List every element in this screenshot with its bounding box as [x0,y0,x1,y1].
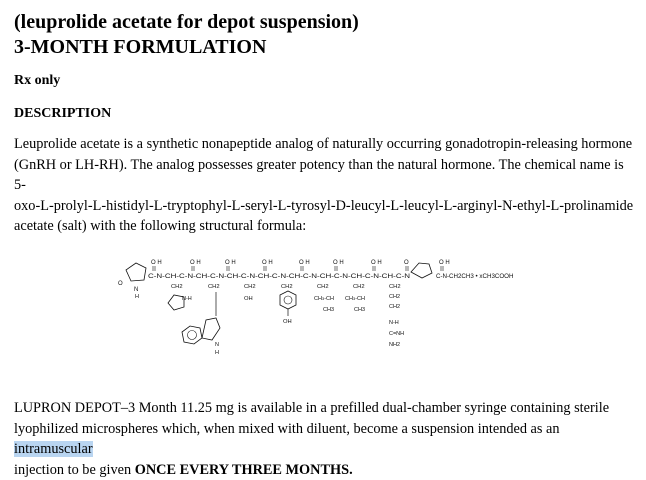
arginine-nh2: NH2 [389,342,400,348]
leucine-ch-ch: CH3-CH [314,296,334,302]
carbonyl-bonds [153,266,443,271]
side-chain-ch2: CH2 [281,284,293,290]
side-chain-ch2: CH2 [244,284,256,290]
arginine-nh: N-H [389,320,399,326]
ethylamide-tail: C-N-CH2CH3 • xCH3COOH [436,273,513,280]
lupron-line [14,419,638,460]
description-line: (GnRH or LH-RH). The analog possesses greater potency than the natural hormone. The chemical name is 5- [14,155,638,196]
ring-n-label: N [134,287,138,293]
indole-h: H [215,350,219,356]
ring-h-label: H [135,294,139,300]
pyroglutamyl-ring [126,263,146,281]
arginine-chain [389,294,404,348]
description-line: Leuprolide acetate is a synthetic nonapeptide analog of naturally occurring gonadotropin-releasing hormone [14,134,638,155]
carbonyl-label: O H [151,260,162,266]
document-title-line2: 3-MONTH FORMULATION [14,36,266,58]
indole-benzene-ring [182,326,202,344]
tyrosine-oh: OH [283,319,292,325]
lupron-line [14,460,638,480]
leucine-branches [314,296,365,313]
side-chain-row [171,284,401,290]
carbonyl-label: O H [333,260,344,266]
dosing-frequency: ONCE EVERY THREE MONTHS. [135,462,353,478]
proline-ring [411,263,432,278]
side-chain-ch2: CH2 [389,284,401,290]
carbonyl-label: O H [299,260,310,266]
arginine-ch2: CH2 [389,294,400,300]
ring-oxygen-label: O [118,281,123,287]
description-heading: DESCRIPTION [14,106,111,122]
carbonyl-label: O [404,260,409,266]
carbonyl-label: O H [439,260,450,266]
tyrosine-ring [280,291,296,309]
lupron-paragraph [14,398,638,480]
histidine-nh: N-H [182,296,192,302]
lupron-line-text: lyophilized microspheres which, when mixed with diluent, become a suspension intended as an [14,421,560,437]
side-chain-ch2: CH2 [171,284,183,290]
carbonyl-label: O H [262,260,273,266]
lupron-line: LUPRON DEPOT–3 Month 11.25 mg is available in a prefilled dual-chamber syringe containing sterile [14,398,638,419]
description-paragraph [14,134,638,237]
side-chain-ch2: CH2 [208,284,220,290]
structural-formula [118,248,548,360]
side-chain-ch2: CH2 [353,284,365,290]
leucine-ch3: CH3 [354,307,365,313]
carbonyl-labels [151,260,450,266]
indole-pyrrole-ring [202,318,220,340]
indole-aromatic-circle [188,331,197,340]
description-line: oxo-L-prolyl-L-histidyl-L-tryptophyl-L-seryl-L-tyrosyl-D-leucyl-L-leucyl-L-arginyl-N-ethyl-L-prolinamide [14,196,638,217]
carbonyl-label: O H [190,260,201,266]
peptide-backbone: C-N-CH-C-N-CH-C-N-CH-C-N-CH-C-N-CH-C-N-CH-C-N-CH-C-N-CH-C-N [148,273,410,280]
arginine-c-nh: C=NH [389,331,404,337]
carbonyl-label: O H [225,260,236,266]
leucine-ch3: CH3 [323,307,334,313]
tyrosine-aromatic-circle [284,296,292,304]
rx-only-label: Rx only [14,73,60,89]
serine-oh: OH [244,296,253,302]
lupron-line-text: injection to be given [14,462,135,478]
document-title-line1: (leuprolide acetate for depot suspension) [14,11,359,33]
indole-n: N [215,342,219,348]
leucine-ch-ch: CH3-CH [345,296,365,302]
description-line: acetate (salt) with the following structural formula: [14,216,638,237]
selected-text-highlight[interactable]: intramuscular [14,441,93,457]
carbonyl-label: O H [371,260,382,266]
arginine-ch2: CH2 [389,304,400,310]
side-chain-ch2: CH2 [317,284,329,290]
